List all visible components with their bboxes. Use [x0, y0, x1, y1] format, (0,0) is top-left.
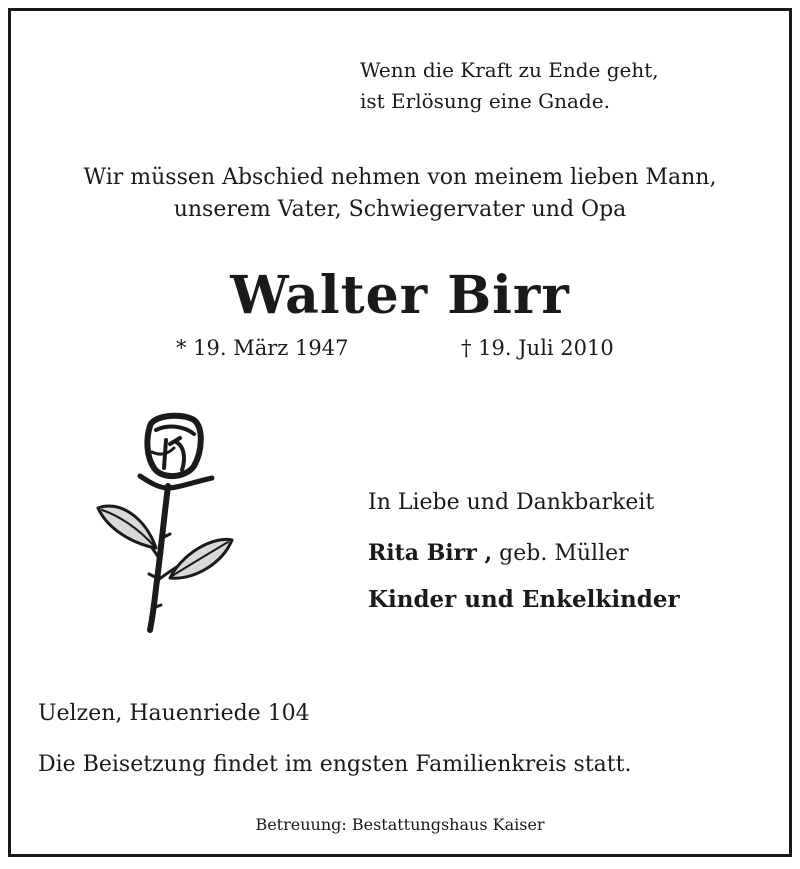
family-members: Kinder und Enkelkinder	[368, 586, 680, 613]
mourning-heading: In Liebe und Dankbarkeit	[368, 490, 655, 515]
intro-line-1: Wir müssen Abschied nehmen von meinem lieben Mann,	[83, 165, 717, 190]
motto-line-2: ist Erlösung eine Gnade.	[360, 89, 610, 113]
motto-line-1: Wenn die Kraft zu Ende geht,	[360, 58, 659, 82]
spouse-maiden-name: geb. Müller	[499, 541, 629, 566]
address: Uelzen, Hauenriede 104	[38, 701, 310, 726]
deceased-name: Walter Birr	[230, 265, 570, 326]
undertaker-credit: Betreuung: Bestattungshaus Kaiser	[255, 815, 545, 834]
rose-icon	[90, 408, 240, 636]
spouse-name: Rita Birr ,	[368, 540, 493, 566]
spouse-line	[368, 540, 629, 566]
birth-date: * 19. März 1947	[176, 336, 349, 360]
motto	[360, 55, 659, 117]
intro-line-2: unserem Vater, Schwiegervater und Opa	[173, 197, 627, 222]
intro-text	[0, 162, 800, 226]
funeral-notice: Die Beisetzung findet im engsten Familienkreis statt.	[38, 752, 632, 777]
death-date: † 19. Juli 2010	[461, 336, 614, 360]
